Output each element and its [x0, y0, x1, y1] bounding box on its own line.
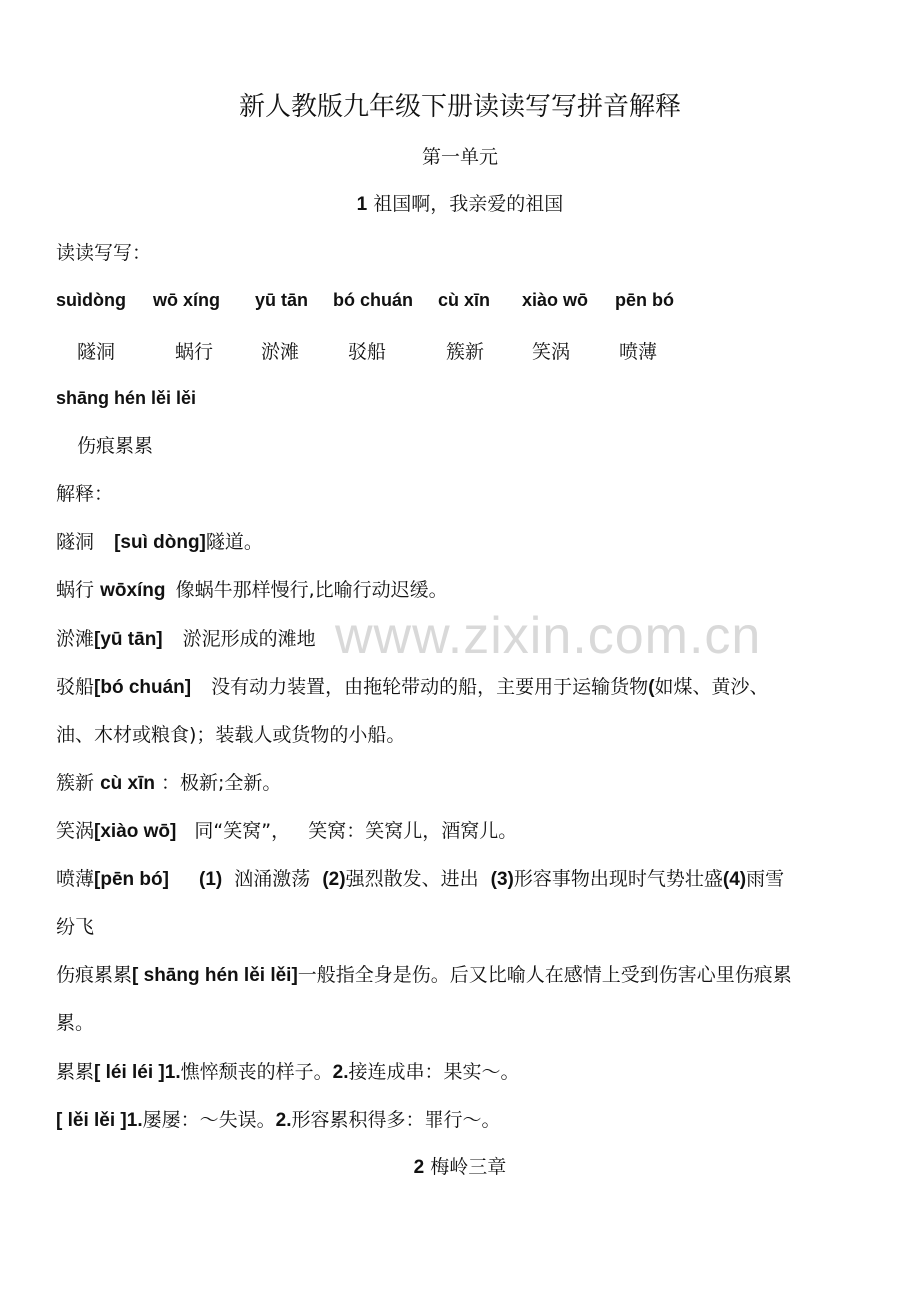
pinyin-item: suìdòng — [56, 290, 126, 310]
unit-heading: 第一单元 — [421, 146, 498, 168]
definition-4-continued: 油、木材或粮食)；装载人或货物的小船。 — [56, 724, 406, 746]
term: 驳船 — [56, 676, 95, 698]
paren: ( — [648, 677, 655, 698]
definition-text: 如煤、黄沙、 — [654, 676, 769, 698]
document-title: 新人教版九年级下册读读写写拼音解释 — [238, 92, 681, 122]
definition-8-continued: 累。 — [56, 1012, 95, 1034]
sense-number: 2. — [275, 1110, 292, 1131]
term: 累累 — [56, 1061, 95, 1083]
word-item: 喷薄 — [619, 341, 658, 363]
sense-text: 形容累积得多：罪行～。 — [291, 1109, 501, 1131]
sense-text: 憔悴颓丧的样子。 — [180, 1061, 333, 1083]
definition-4 — [56, 675, 769, 700]
word-item: 笑涡 — [532, 341, 571, 363]
word-item: 驳船 — [348, 341, 387, 363]
sense-text: 接连成串：果实～。 — [348, 1061, 520, 1083]
watermark: www.zixin.com.cn — [335, 607, 762, 665]
explain-label: 解释： — [56, 483, 114, 505]
sense-text: 汹涌激荡 — [234, 868, 311, 890]
sense-text: 形容事物出现时气势壮盛 — [513, 868, 723, 890]
word-item: 蜗行 — [175, 341, 214, 363]
definition-1 — [56, 530, 263, 555]
term: 隧洞 — [56, 531, 95, 553]
pinyin-item: xiào wō — [522, 290, 589, 310]
definition-9 — [56, 1060, 520, 1085]
pinyin: cù xīn — [100, 773, 155, 794]
definition-5 — [56, 771, 281, 796]
term: 蜗行 — [56, 579, 95, 601]
lesson-1-heading — [0, 191, 920, 218]
sense-number: 1. — [126, 1110, 143, 1131]
definition-10 — [56, 1108, 501, 1133]
pinyin: [suì dòng] — [114, 532, 206, 553]
pinyin-row-2: shāng hén lěi lěi — [56, 388, 197, 408]
pinyin: [yū tān] — [94, 629, 163, 650]
read-write-label: 读读写写： — [56, 242, 152, 264]
definition-7-continued: 纷飞 — [56, 916, 95, 938]
lesson-name: 梅岭三章 — [430, 1156, 507, 1178]
sense-number: (2) — [322, 869, 346, 890]
pinyin: [xiào wō] — [94, 821, 177, 842]
sense-number: (1) — [199, 869, 223, 890]
sense-number: 2. — [332, 1062, 349, 1083]
pinyin-item: bó chuán — [333, 290, 413, 310]
definition-text: 没有动力装置，由拖轮带动的船，主要用于运输货物 — [211, 676, 649, 698]
definition-2 — [56, 578, 448, 603]
definition-text: 像蜗牛那样慢行,比喻行动迟缓。 — [175, 579, 448, 601]
pinyin: [ léi léi ] — [94, 1062, 165, 1083]
pinyin: [bó chuán] — [94, 677, 192, 698]
sense-text: 雨雪 — [746, 868, 785, 890]
sense-number: (4) — [722, 869, 747, 890]
term: 伤痕累累 — [56, 964, 133, 986]
word-item: 簇新 — [446, 341, 485, 363]
pinyin: wōxíng — [100, 580, 166, 601]
pinyin-item: pēn bó — [615, 290, 674, 310]
term: 笑涡 — [56, 820, 95, 842]
sense-number: 1. — [164, 1062, 181, 1083]
lesson-2-heading — [0, 1154, 920, 1181]
term: 喷薄 — [56, 868, 95, 890]
term: 淤滩 — [56, 628, 95, 650]
pinyin-item: yū tān — [255, 290, 309, 310]
definition-text: 淤泥形成的滩地 — [182, 628, 316, 650]
words-row-2: 伤痕累累 — [77, 435, 154, 457]
definition-text: 隧道。 — [205, 531, 263, 553]
sense-text: 强烈散发、进出 — [345, 868, 479, 890]
definition-text: ：极新;全新。 — [161, 772, 282, 794]
definition-text: 一般指全身是伤。后又比喻人在感情上受到伤害心里伤痕累 — [297, 964, 792, 986]
definition-3 — [56, 627, 316, 652]
definition-7 — [56, 867, 784, 892]
pinyin-item: cù xīn — [438, 290, 491, 310]
word-item: 淤滩 — [261, 341, 300, 363]
definition-8 — [56, 963, 792, 988]
sense-number: (3) — [490, 869, 514, 890]
pinyin: [pēn bó] — [94, 869, 169, 890]
lesson-name: 祖国啊，我亲爱的祖国 — [373, 193, 564, 215]
word-item: 隧洞 — [77, 341, 116, 363]
lesson-number: 2 — [413, 1157, 425, 1178]
sense-text: 屡屡：～失误。 — [142, 1109, 276, 1131]
lesson-number: 1 — [356, 194, 368, 215]
definition-6 — [56, 819, 517, 844]
pinyin: [ shāng hén lěi lěi] — [132, 965, 298, 986]
definition-text: 同“笑窝”， 笑窝：笑窝儿，酒窝儿。 — [194, 820, 518, 842]
pinyin: [ lěi lěi ] — [56, 1110, 127, 1131]
term: 簇新 — [56, 772, 95, 794]
pinyin-item: wō xíng — [153, 290, 220, 310]
